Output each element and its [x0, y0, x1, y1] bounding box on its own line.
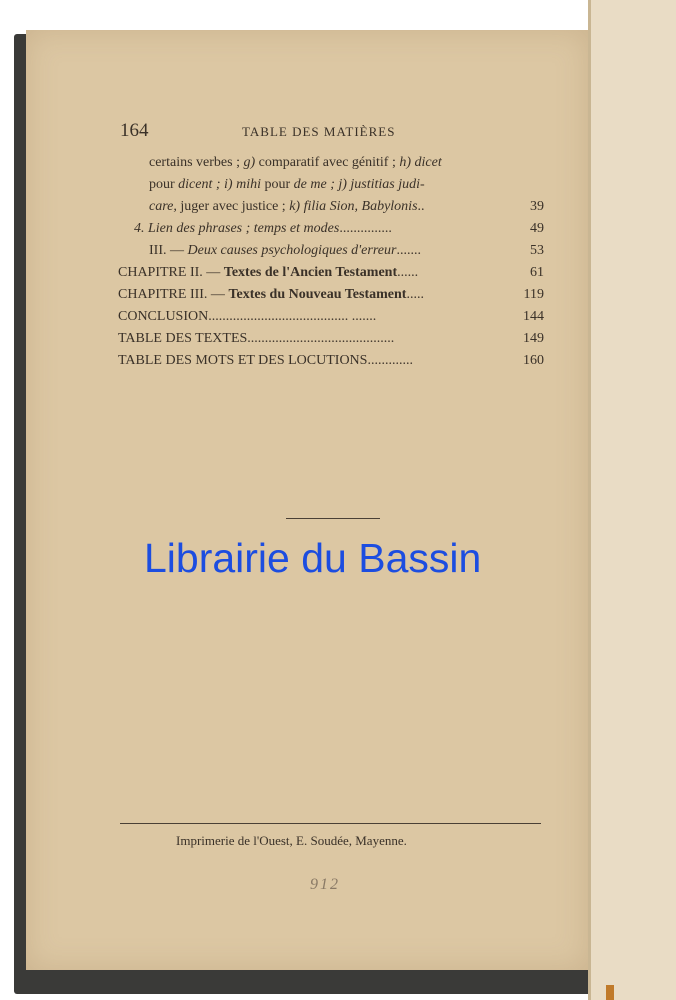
bookmark-ribbon [606, 985, 614, 1000]
footer-rule [120, 823, 541, 824]
toc-page-number: 53 [530, 243, 544, 258]
table-of-contents [118, 155, 544, 375]
section-divider [286, 518, 380, 519]
toc-page-number: 39 [530, 199, 544, 214]
toc-entry-table-des-textes: TABLE DES TEXTES.......................................... 149 [118, 331, 544, 346]
toc-page-number: 61 [530, 265, 544, 280]
toc-page-number: 144 [523, 309, 544, 324]
toc-entry-4: 4. Lien des phrases ; temps et modes............... 49 [134, 221, 544, 236]
seller-watermark: Librairie du Bassin [144, 535, 482, 581]
toc-page-number: 119 [523, 287, 544, 302]
toc-continuation-line-1: certains verbes ; g) comparatif avec génitif ; h) dicet [149, 155, 442, 170]
page-header [120, 120, 512, 144]
toc-page-number: 49 [530, 221, 544, 236]
page-number: 164 [120, 120, 149, 141]
running-title: TABLE DES MATIÈRES [242, 124, 396, 139]
toc-page-number: 160 [523, 353, 544, 368]
handwritten-note: 912 [310, 876, 340, 893]
toc-continuation-line-2: pour dicent ; i) mihi pour de me ; j) justitias judi- [149, 177, 425, 192]
toc-entry-conclusion: CONCLUSION........................................ ....... 144 [118, 309, 544, 324]
toc-entry-k: care, juger avec justice ; k) filia Sion, Babylonis.. 39 [149, 199, 544, 214]
toc-entry-chapitre-3: CHAPITRE III. — Textes du Nouveau Testament..... 119 [118, 287, 544, 302]
toc-entry-chapitre-2: CHAPITRE II. — Textes de l'Ancien Testament...... 61 [118, 265, 544, 280]
endpaper [588, 0, 676, 1000]
toc-page-number: 149 [523, 331, 544, 346]
toc-entry-table-des-mots: TABLE DES MOTS ET DES LOCUTIONS............. 160 [118, 353, 544, 368]
printer-imprint: Imprimerie de l'Ouest, E. Soudée, Mayenne. [176, 833, 407, 848]
toc-entry-iii: III. — Deux causes psychologiques d'erreur....... 53 [149, 243, 544, 258]
